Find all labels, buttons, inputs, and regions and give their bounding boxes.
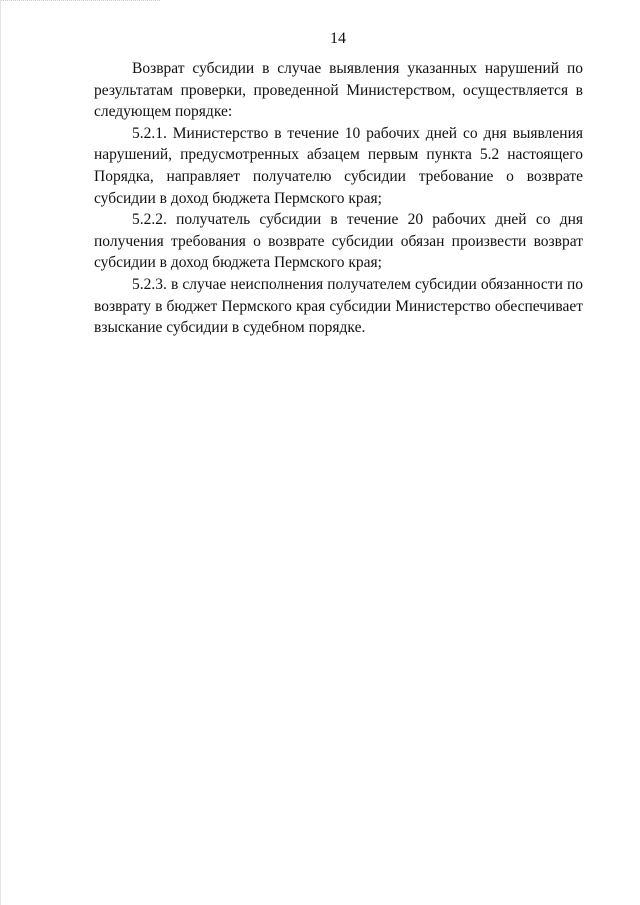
page-number: 14 <box>330 30 346 47</box>
document-body <box>94 58 583 339</box>
paragraph-5-2-3: 5.2.3. в случае неисполнения получателем субсидии обязанности по возврату в бюджет Пермского края субсидии Министерство обеспечивает взыскание субсидии в судебном порядке. <box>94 275 583 337</box>
paragraph-intro: Возврат субсидии в случае выявления указанных нарушений по результатам проверки, проведенной Министерством, осуществляется в следующем порядке: <box>94 60 583 121</box>
scan-edge-left <box>0 0 3 905</box>
paragraph-5-2-1: 5.2.1. Министерство в течение 10 рабочих дней со дня выявления нарушений, предусмотренных абзацем первым пункта 5.2 настоящего Порядка, направляет получателю субсидии требование о возврате субсидии в доход бюджета Пермского края; <box>94 124 583 207</box>
paragraph-5-2-2: 5.2.2. получатель субсидии в течение 20 рабочих дней со дня получения требования о возврате субсидии обязан произвести возврат субсидии в доход бюджета Пермского края; <box>94 211 583 272</box>
scan-edge-top <box>0 0 160 3</box>
